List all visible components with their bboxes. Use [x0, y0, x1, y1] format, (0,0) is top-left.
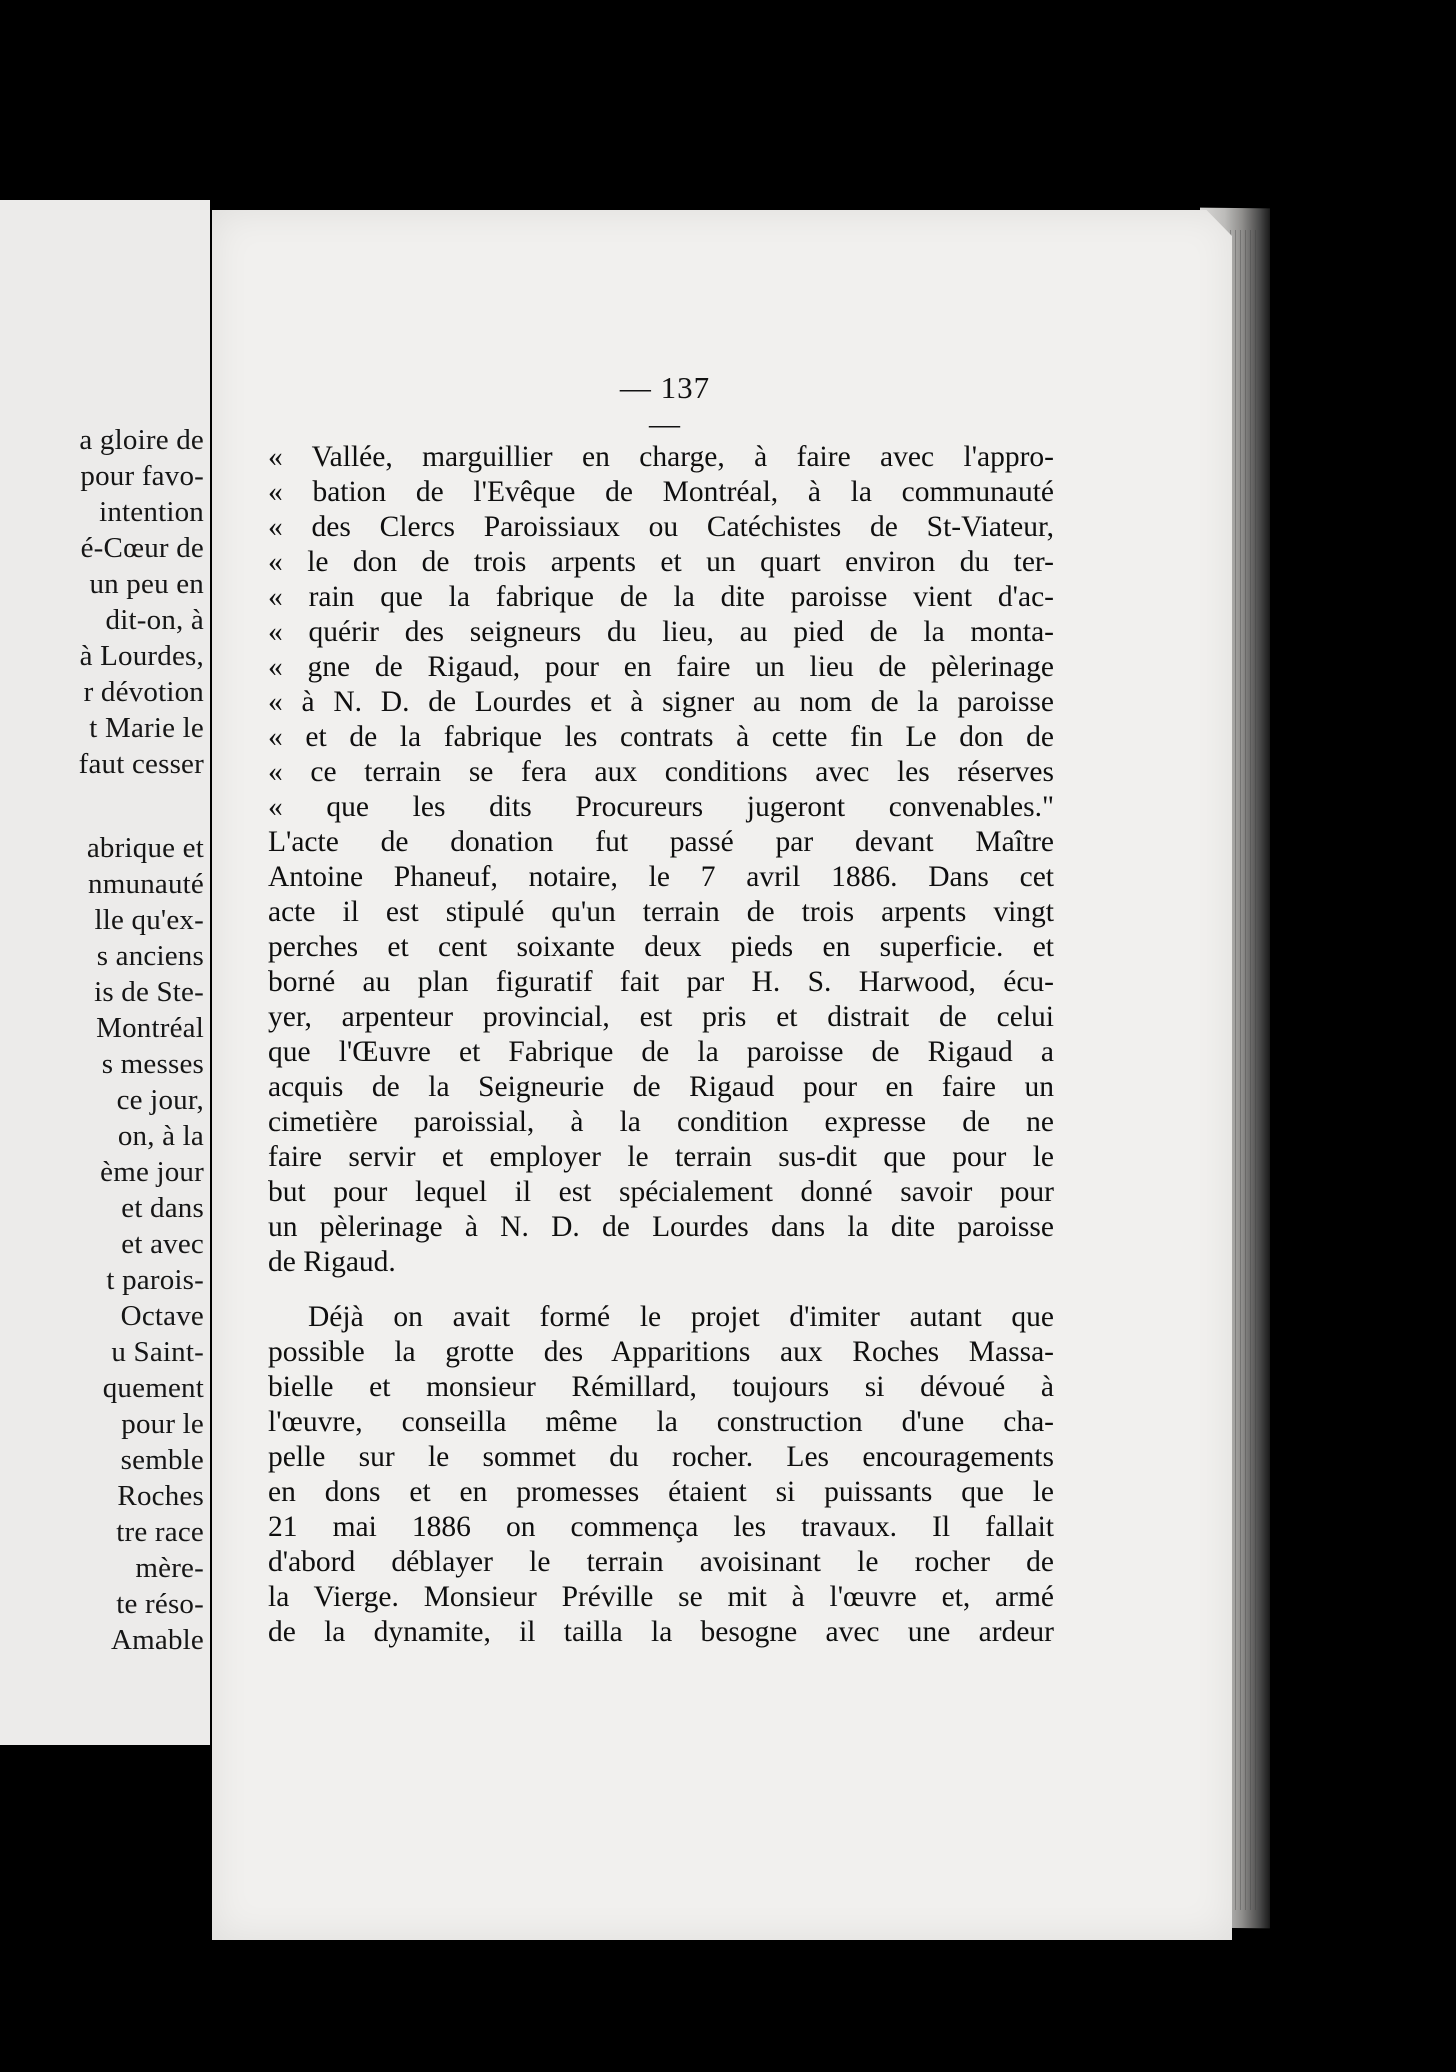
text-line: acquis de la Seigneurie de Rigaud pour en faire un: [268, 1071, 1054, 1103]
left-line: faut cesser: [78, 748, 204, 780]
text-line: « rain que la fabrique de la dite paroisse vient d'ac-: [268, 581, 1054, 613]
text-line: faire servir et employer le terrain sus-dit que pour le: [268, 1141, 1054, 1173]
left-line: s anciens: [96, 940, 204, 972]
left-line: nmunauté: [88, 868, 204, 900]
text-line: Antoine Phaneuf, notaire, le 7 avril 1886. Dans cet: [268, 861, 1054, 893]
left-line: Montréal: [96, 1012, 204, 1044]
text-line: de Rigaud.: [268, 1246, 396, 1278]
text-line: acte il est stipulé qu'un terrain de trois arpents vingt: [268, 896, 1054, 928]
left-line: abrique et: [86, 832, 204, 864]
left-line: quement: [102, 1372, 204, 1404]
text-line: cimetière paroissial, à la condition expresse de ne: [268, 1106, 1054, 1138]
previous-page-fragment: [0, 200, 210, 1745]
left-line: et avec: [121, 1228, 204, 1260]
left-line: is de Ste-: [94, 976, 204, 1008]
left-line: pour le: [121, 1408, 204, 1440]
text-line: « bation de l'Evêque de Montréal, à la communauté: [268, 476, 1054, 508]
left-line: ce jour,: [116, 1084, 204, 1116]
text-line: un pèlerinage à N. D. de Lourdes dans la dite paroisse: [268, 1211, 1054, 1243]
left-line: tre race: [116, 1516, 204, 1548]
text-line: 21 mai 1886 on commença les travaux. Il fallait: [268, 1511, 1054, 1543]
text-line: en dons et en promesses étaient si puissants que le: [268, 1476, 1054, 1508]
text-line: « Vallée, marguillier en charge, à faire avec l'appro-: [268, 441, 1054, 473]
text-line: « quérir des seigneurs du lieu, au pied de la monta-: [268, 616, 1054, 648]
left-line: t Marie le: [89, 712, 204, 744]
text-line: « que les dits Procureurs jugeront convenables.": [268, 791, 1054, 823]
text-line: « des Clercs Paroissiaux ou Catéchistes de St-Viateur,: [268, 511, 1054, 543]
text-line: bielle et monsieur Rémillard, toujours si dévoué à: [268, 1371, 1054, 1403]
text-line: pelle sur le sommet du rocher. Les encouragements: [268, 1441, 1054, 1473]
left-line: à Lourdes,: [79, 640, 204, 672]
text-line: « gne de Rigaud, pour en faire un lieu de pèlerinage: [268, 651, 1054, 683]
left-line: Octave: [120, 1300, 204, 1332]
page-number: — 137 —: [619, 370, 711, 441]
text-line: la Vierge. Monsieur Préville se mit à l'œuvre et, armé: [268, 1581, 1054, 1613]
left-line: intention: [99, 496, 204, 528]
left-line: semble: [120, 1444, 204, 1476]
left-line: Amable: [110, 1624, 204, 1656]
text-line: yer, arpenteur provincial, est pris et distrait de celui: [268, 1001, 1054, 1033]
left-line: pour favo-: [80, 460, 204, 492]
left-line: et dans: [121, 1192, 204, 1224]
left-line: lle qu'ex-: [94, 904, 204, 936]
left-line: un peu en: [89, 568, 204, 600]
left-line: u Saint-: [111, 1336, 204, 1368]
left-line: Roches: [117, 1480, 204, 1512]
text-line: borné au plan figuratif fait par H. S. Harwood, écu-: [268, 966, 1054, 998]
text-line: L'acte de donation fut passé par devant Maître: [268, 826, 1054, 858]
left-line: é-Cœur de: [80, 532, 204, 564]
left-line: mère-: [135, 1552, 204, 1584]
text-line: « à N. D. de Lourdes et à signer au nom de la paroisse: [268, 686, 1054, 718]
text-line: de la dynamite, il tailla la besogne avec une ardeur: [268, 1616, 1054, 1648]
text-line: but pour lequel il est spécialement donné savoir pour: [268, 1176, 1054, 1208]
left-line: a gloire de: [79, 424, 204, 456]
left-line: dit-on, à: [105, 604, 204, 636]
left-line: r dévotion: [83, 676, 204, 708]
text-line: perches et cent soixante deux pieds en superficie. et: [268, 931, 1054, 963]
text-line: l'œuvre, conseilla même la construction d'une cha-: [268, 1406, 1054, 1438]
text-line: « et de la fabrique les contrats à cette fin Le don de: [268, 721, 1054, 753]
left-line: te réso-: [116, 1588, 204, 1620]
text-line: possible la grotte des Apparitions aux Roches Massa-: [268, 1336, 1054, 1368]
left-line: t parois-: [106, 1264, 204, 1296]
text-line: d'abord déblayer le terrain avoisinant le rocher de: [268, 1546, 1054, 1578]
text-line: que l'Œuvre et Fabrique de la paroisse de Rigaud a: [268, 1036, 1054, 1068]
text-line: Déjà on avait formé le projet d'imiter autant que: [308, 1301, 1054, 1333]
left-line: ème jour: [100, 1156, 204, 1188]
left-line: on, à la: [117, 1120, 204, 1152]
text-line: « le don de trois arpents et un quart environ du ter-: [268, 546, 1054, 578]
text-line: « ce terrain se fera aux conditions avec les réserves: [268, 756, 1054, 788]
left-line: s messes: [101, 1048, 204, 1080]
